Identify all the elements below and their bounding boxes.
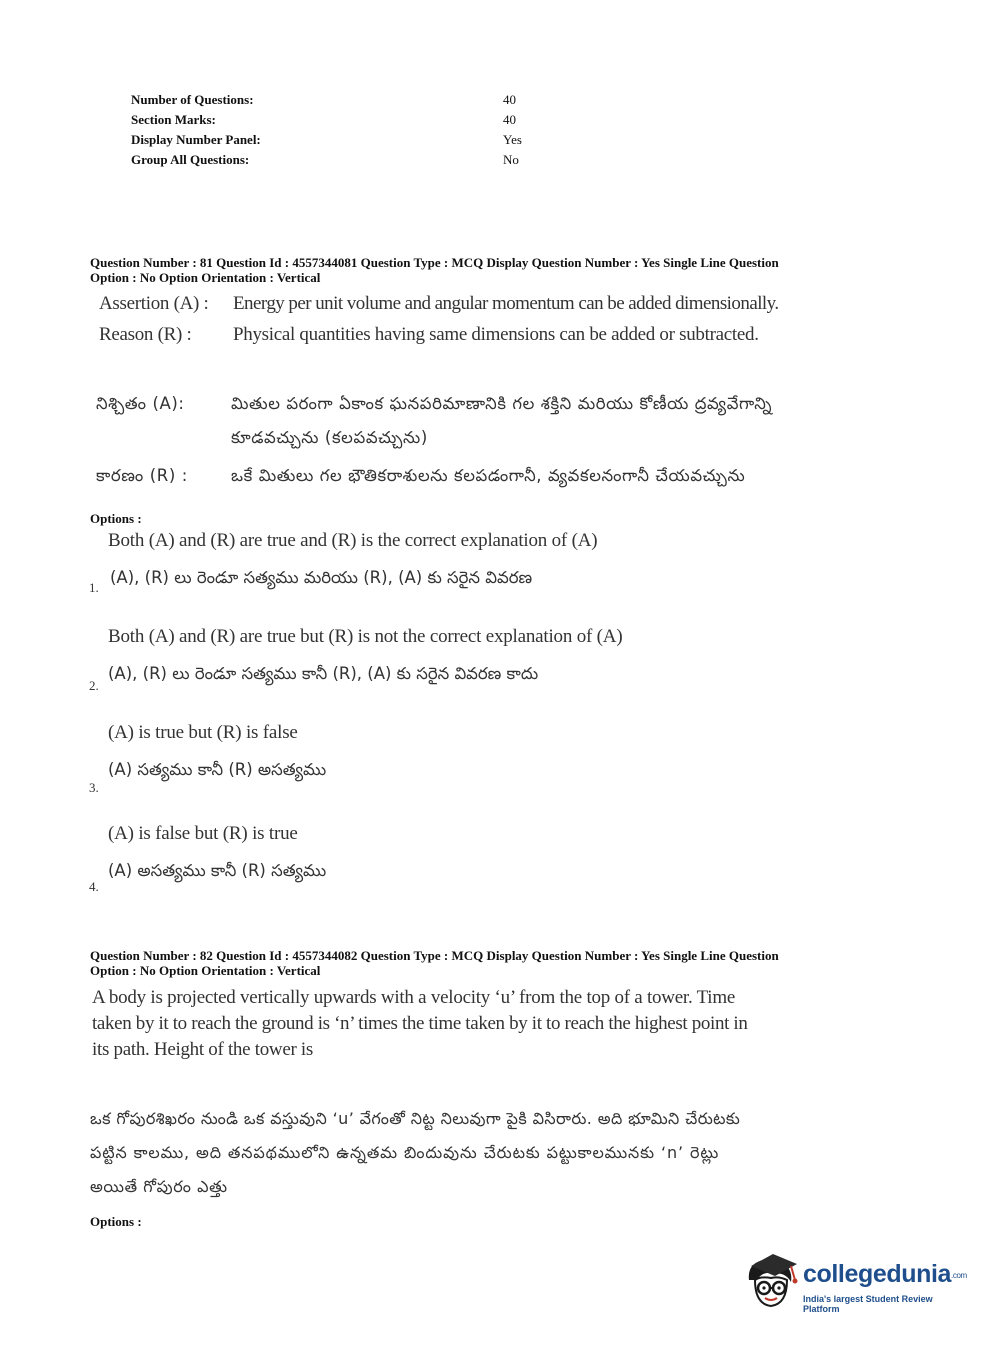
option-english-text: Both (A) and (R) are true but (R) is not the correct explanation of (A) bbox=[108, 626, 623, 647]
question-82-header bbox=[90, 949, 890, 978]
option-english-text: (A) is false but (R) is true bbox=[108, 823, 298, 844]
question-header-line: Question Number : 81 Question Id : 4557344081 Question Type : MCQ Display Question Number : Yes Single Line Question bbox=[90, 255, 779, 270]
logo-wordmark bbox=[803, 1260, 967, 1289]
option-telugu-text: (A) సత్యము కానీ (R) అసత్యము bbox=[108, 760, 327, 779]
telugu-assertion-text: కూడవచ్చును (కలపవచ్చును) bbox=[231, 428, 428, 447]
option-telugu-text: (A) అసత్యము కానీ (R) సత్యము bbox=[108, 861, 327, 880]
question-header-line: Option : No Option Orientation : Vertical bbox=[90, 269, 321, 285]
assertion-label: Assertion (A) : bbox=[99, 293, 209, 314]
telugu-assertion-label: నిశ్చితం (A): bbox=[96, 394, 185, 413]
info-label: Number of Questions: bbox=[131, 92, 254, 107]
question-82-telugu-text: పట్టిన కాలము, అది తనపథములోని ఉన్నతమ బిందువును చేరుటకు పట్టుకాలమునకు ‘n’ రెట్లు bbox=[90, 1143, 720, 1162]
question-81-header bbox=[90, 256, 890, 285]
question-header-line: Option : No Option Orientation : Vertical bbox=[90, 962, 321, 978]
reason-text: Physical quantities having same dimensions can be added or subtracted. bbox=[233, 324, 759, 345]
info-value: No bbox=[503, 152, 519, 167]
option-english-text: (A) is true but (R) is false bbox=[108, 722, 298, 743]
telugu-reason-text: ఒకే మితులు గల భౌతికరాశులను కలపడంగానీ, వ్యవకలనంగానీ చేయవచ్చును bbox=[231, 466, 746, 485]
info-label: Section Marks: bbox=[131, 112, 216, 127]
logo-suffix: .com bbox=[951, 1270, 967, 1280]
options-label: Options : bbox=[90, 1214, 142, 1229]
option-number: 2. bbox=[89, 678, 99, 693]
question-header-line: Question Number : 82 Question Id : 4557344082 Question Type : MCQ Display Question Number : Yes Single Line Question bbox=[90, 948, 779, 963]
collegedunia-logo[interactable] bbox=[741, 1250, 971, 1316]
telugu-assertion-text: మితుల పరంగా ఏకాంక ఘనపరిమాణానికి గల శక్తిని మరియు కోణీయ ద్రవ్యవేగాన్ని bbox=[231, 394, 773, 413]
option-telugu-text: (A), (R) లు రెండూ సత్యము కానీ (R), (A) కు సరైన వివరణ కాదు bbox=[108, 664, 539, 683]
graduate-cap-mascot-icon bbox=[741, 1250, 801, 1314]
telugu-reason-label: కారణం (R) : bbox=[96, 466, 188, 485]
option-english-text: Both (A) and (R) are true and (R) is the correct explanation of (A) bbox=[108, 530, 598, 551]
info-label: Group All Questions: bbox=[131, 152, 250, 167]
option-telugu-text: (A), (R) లు రెండూ సత్యము మరియు (R), (A) కు సరైన వివరణ bbox=[110, 568, 533, 587]
info-value: Yes bbox=[503, 132, 522, 147]
reason-label: Reason (R) : bbox=[99, 324, 192, 345]
info-label: Display Number Panel: bbox=[131, 132, 261, 147]
question-82-telugu-text: అయితే గోపురం ఎత్తు bbox=[90, 1177, 228, 1196]
options-label: Options : bbox=[90, 511, 142, 526]
question-82-text: its path. Height of the tower is bbox=[92, 1039, 313, 1060]
option-number: 1. bbox=[89, 580, 99, 595]
question-82-text: taken by it to reach the ground is ‘n’ times the time taken by it to reach the highest point in bbox=[92, 1013, 748, 1034]
option-number: 4. bbox=[89, 879, 99, 894]
assertion-text: Energy per unit volume and angular momentum can be added dimensionally. bbox=[233, 293, 779, 314]
info-value: 40 bbox=[503, 112, 516, 127]
logo-name: collegedunia bbox=[803, 1260, 952, 1288]
question-82-text: A body is projected vertically upwards with a velocity ‘u’ from the top of a tower. Time bbox=[92, 987, 736, 1008]
question-82-telugu-text: ఒక గోపురశిఖరం నుండి ఒక వస్తువుని ‘u’ వేగంతో నిట్ట నిలువుగా పైకి విసిరారు. అది భూమిని చేరుటకు bbox=[90, 1109, 741, 1128]
option-number: 3. bbox=[89, 780, 99, 795]
info-value: 40 bbox=[503, 92, 516, 107]
logo-tagline: India's largest Student Review Platform bbox=[803, 1294, 933, 1314]
